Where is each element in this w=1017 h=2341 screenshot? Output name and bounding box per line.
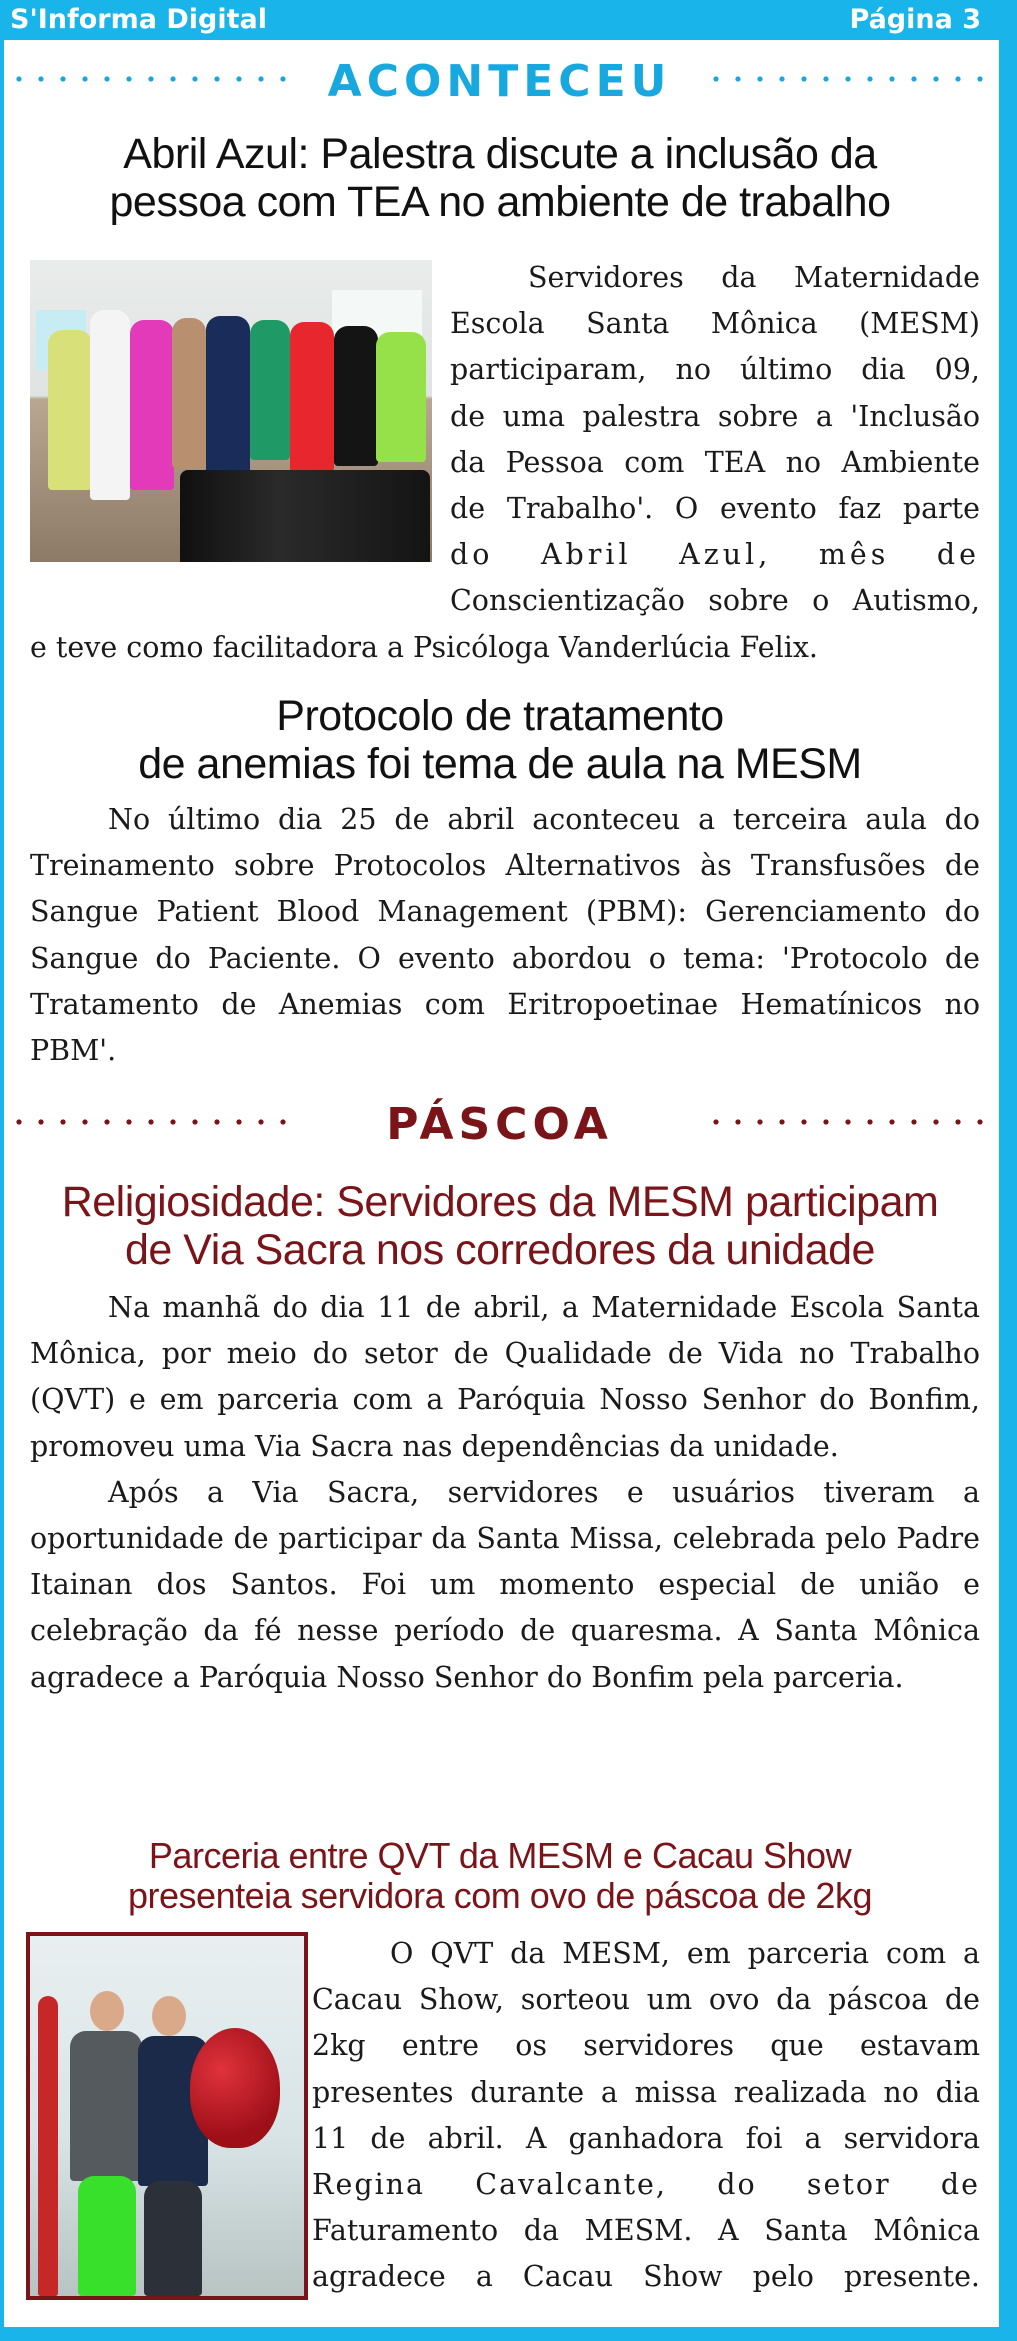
dotted-divider-right xyxy=(705,1117,995,1127)
article-body-anemias: No último dia 25 de abril aconteceu a terceira aula do Treinamento sobre Protocolos Alternativos às Transfusões de Sangue Patient Blood Management (PBM): Gerenciamento do Sangue do Paciente. O evento abordou o tema: 'Protocolo de Tratamento de Anemias com Eritropoetinae Hematínicos no PBM'. xyxy=(30,803,980,1068)
dotted-divider-right xyxy=(705,74,995,84)
section-title: ACONTECEU xyxy=(327,56,672,107)
section-header-aconteceu xyxy=(0,52,999,112)
article-body-abril-azul: Servidores da Maternidade Escola Santa Mônica (MESM) participaram, no último dia 09, de uma palestra sobre a 'Inclusão da Pessoa com TEA no Ambiente de Trabalho'. O evento faz parte do Abril Azul, mês de Conscientização sobre o Autismo, e teve como facilitadora a Psicóloga Vanderlúcia Felix. xyxy=(30,261,980,664)
article-title-via-sacra: Religiosidade: Servidores da MESM participam de Via Sacra nos corredores da unidade xyxy=(61,1178,939,1274)
section-title: PÁSCOA xyxy=(386,1099,613,1150)
article-title-cacau-show: Parceria entre QVT da MESM e Cacau Show presenteia servidora com ovo de páscoa de 2kg xyxy=(128,1835,872,1916)
publication-name: S'Informa Digital xyxy=(10,4,267,35)
page-border-bottom xyxy=(0,2327,1017,2341)
article-body-via-sacra: Na manhã do dia 11 de abril, a Maternidade Escola Santa Mônica, por meio do setor de Qualidade de Vida no Trabalho (QVT) e em parceria com a Paróquia Nosso Senhor do Bonfim, promoveu uma Via Sacra nas dependências da unidade. Após a Via Sacra, servidores e usuários tiveram a oportunidade de participar da Santa Missa, celebrada pelo Padre Itainan dos Santos. Foi um momento especial de união e celebração da fé nesse período de quaresma. A Santa Mônica agradece a Paróquia Nosso Senhor do Bonfim pela parceria. xyxy=(30,1291,980,1694)
section-header-pascoa xyxy=(0,1095,999,1155)
cacau-show-winner-photo xyxy=(26,1932,308,2300)
article-title-abril-azul: Abril Azul: Palestra discute a inclusão da pessoa com TEA no ambiente de trabalho xyxy=(109,130,891,226)
page-border-left xyxy=(0,40,4,2341)
page-border-right xyxy=(999,0,1017,2341)
page-header xyxy=(0,0,1017,40)
article-title-anemias: Protocolo de tratamento de anemias foi tema de aula na MESM xyxy=(138,692,862,788)
page-number: Página 3 xyxy=(849,4,981,35)
article-body-cacau-show: O QVT da MESM, em parceria com a Cacau Show, sorteou um ovo da páscoa de 2kg entre os servidores que estavam presentes durante a missa realizada no dia 11 de abril. A ganhadora foi a servidora Regina Cavalcante, do setor de Faturamento da MESM. A Santa Mônica agradece a Cacau Show pelo presente. xyxy=(312,1937,980,2294)
